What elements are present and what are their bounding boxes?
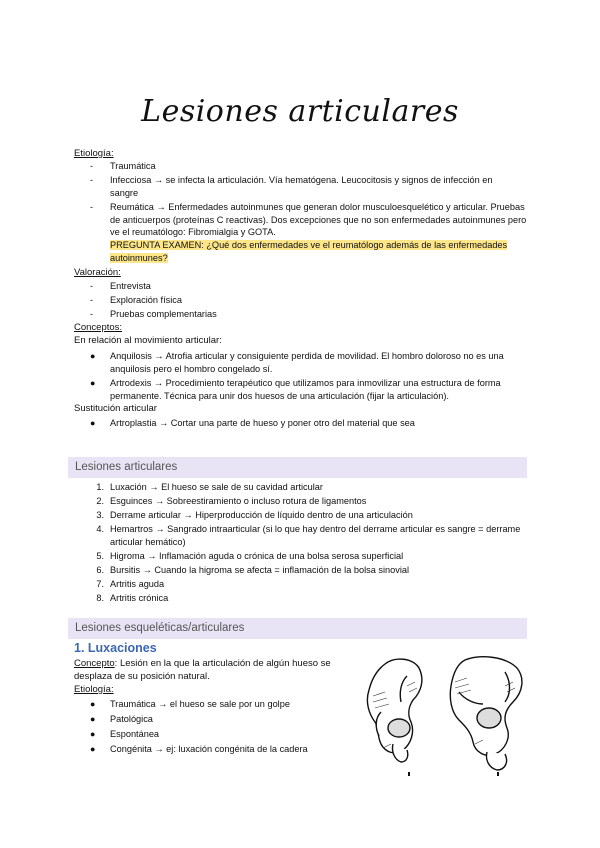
figure-mark bbox=[497, 772, 499, 776]
list-item-text: Congénita → ej: luxación congénita de la cadera bbox=[110, 744, 308, 754]
list-item-text: Exploración física bbox=[110, 295, 183, 305]
list-item-text: Artritis aguda bbox=[110, 579, 165, 589]
list-number: 3. bbox=[96, 510, 104, 520]
list-number: 6. bbox=[96, 565, 104, 575]
list-marker: - bbox=[90, 281, 94, 291]
list-item-text: Hemartros → Sangrado intraarticular (si lo que hay dentro del derrame articular es sangre = derrame articular hemático) bbox=[110, 524, 521, 547]
list-item-text: Artrodexis → Procedimiento terapéutico que utilizamos para inmovilizar una estructura de forma permanente. Técnica para unir dos huesos de una articulación (fijar la articulación). bbox=[110, 378, 501, 401]
list-item-text: Espontánea bbox=[110, 729, 160, 739]
list-item-text: Artroplastia → Cortar una parte de hueso y poner otro del material que sea bbox=[110, 418, 415, 428]
list-number: 2. bbox=[96, 496, 104, 506]
bullet-icon: ● bbox=[90, 744, 96, 754]
list-item-text: Luxación → El hueso se sale de su cavidad articular bbox=[110, 482, 323, 492]
list-marker: - bbox=[90, 295, 94, 305]
concepto-paragraph bbox=[74, 657, 352, 683]
list-number: 7. bbox=[96, 579, 104, 589]
bullet-icon: ● bbox=[90, 714, 96, 724]
section-band-label: Lesiones articulares bbox=[75, 461, 178, 473]
page-title: Lesiones articulares bbox=[141, 94, 459, 129]
section-band-lesiones bbox=[68, 457, 527, 478]
bullet-icon: ● bbox=[90, 378, 96, 388]
list-item-text: Patológica bbox=[110, 714, 153, 724]
list-item-text: Derrame articular → Hiperproducción de líquido dentro de una articulación bbox=[110, 510, 413, 520]
bullet-icon: ● bbox=[90, 351, 96, 361]
valoracion-heading: Valoración: bbox=[74, 267, 121, 278]
bullet-icon: ● bbox=[90, 418, 96, 428]
list-number: 1. bbox=[96, 482, 104, 492]
list-item-text: Infecciosa → se infecta la articulación. Vía hematógena. Leucocitosis y signos de infección en sangre bbox=[110, 175, 493, 198]
list-marker: - bbox=[90, 309, 94, 319]
list-marker: - bbox=[90, 175, 94, 185]
section-band-esqueleticas bbox=[68, 618, 527, 639]
bullet-icon: ● bbox=[90, 729, 96, 739]
etiologia-heading: Etiología: bbox=[74, 148, 114, 159]
list-number: 8. bbox=[96, 593, 104, 603]
list-item-text: Esguinces → Sobreestiramiento o incluso rotura de ligamentos bbox=[110, 496, 367, 506]
luxaciones-etiologia-heading: Etiología: bbox=[74, 684, 114, 695]
luxaciones-heading: 1. Luxaciones bbox=[74, 641, 157, 655]
list-number: 5. bbox=[96, 551, 104, 561]
list-item-text: Entrevista bbox=[110, 281, 151, 291]
list-item-text: Reumática → Enfermedades autoinmunes que generan dolor musculoesquelético y articular. Pruebas de anticuerpos (proteínas C reactivas). Dos excepciones que no son enfermedades autoinmunes pero ve el reumatólogo: Fibromialgia y GOTA. bbox=[110, 202, 527, 237]
list-marker: - bbox=[90, 202, 94, 212]
list-item-text: Higroma → Inflamación aguda o crónica de una bolsa serosa superficial bbox=[110, 551, 404, 561]
list-number: 4. bbox=[96, 524, 104, 534]
list-item-text: Pruebas complementarias bbox=[110, 309, 217, 319]
concepto-label: Concepto bbox=[74, 658, 115, 669]
conceptos-intro: En relación al movimiento articular: bbox=[74, 335, 222, 346]
hip-bone-right bbox=[450, 657, 522, 770]
list-marker: - bbox=[90, 161, 94, 171]
section-band-label: Lesiones esqueléticas/articulares bbox=[75, 622, 245, 634]
list-item-text: Artritis crónica bbox=[110, 593, 169, 603]
list-item-text: Traumática → el hueso se sale por un golpe bbox=[110, 699, 290, 709]
list-item-text: Bursitis → Cuando la higroma se afecta = inflamación de la bolsa sinovial bbox=[110, 565, 410, 575]
hip-bone-left bbox=[367, 659, 421, 762]
exam-note-highlight: PREGUNTA EXAMEN: ¿Qué dos enfermedades ve el reumatólogo además de las enfermedades autoinmunes? bbox=[110, 240, 508, 263]
list-item-text: Traumática bbox=[110, 161, 156, 171]
concepto-text: : Lesión en la que la articulación de algún hueso se desplaza de su posición natural. bbox=[74, 658, 331, 682]
sustitucion-heading: Sustitución articular bbox=[74, 403, 157, 414]
conceptos-heading: Conceptos: bbox=[74, 322, 123, 333]
list-item-text: Anquilosis → Atrofia articular y consiguiente perdida de movilidad. El hombro doloroso no es una anquilosis pero el hombro congelado sí. bbox=[110, 351, 504, 374]
hip-bone-illustration bbox=[355, 652, 527, 777]
bullet-icon: ● bbox=[90, 699, 96, 709]
figure-mark bbox=[408, 772, 410, 776]
